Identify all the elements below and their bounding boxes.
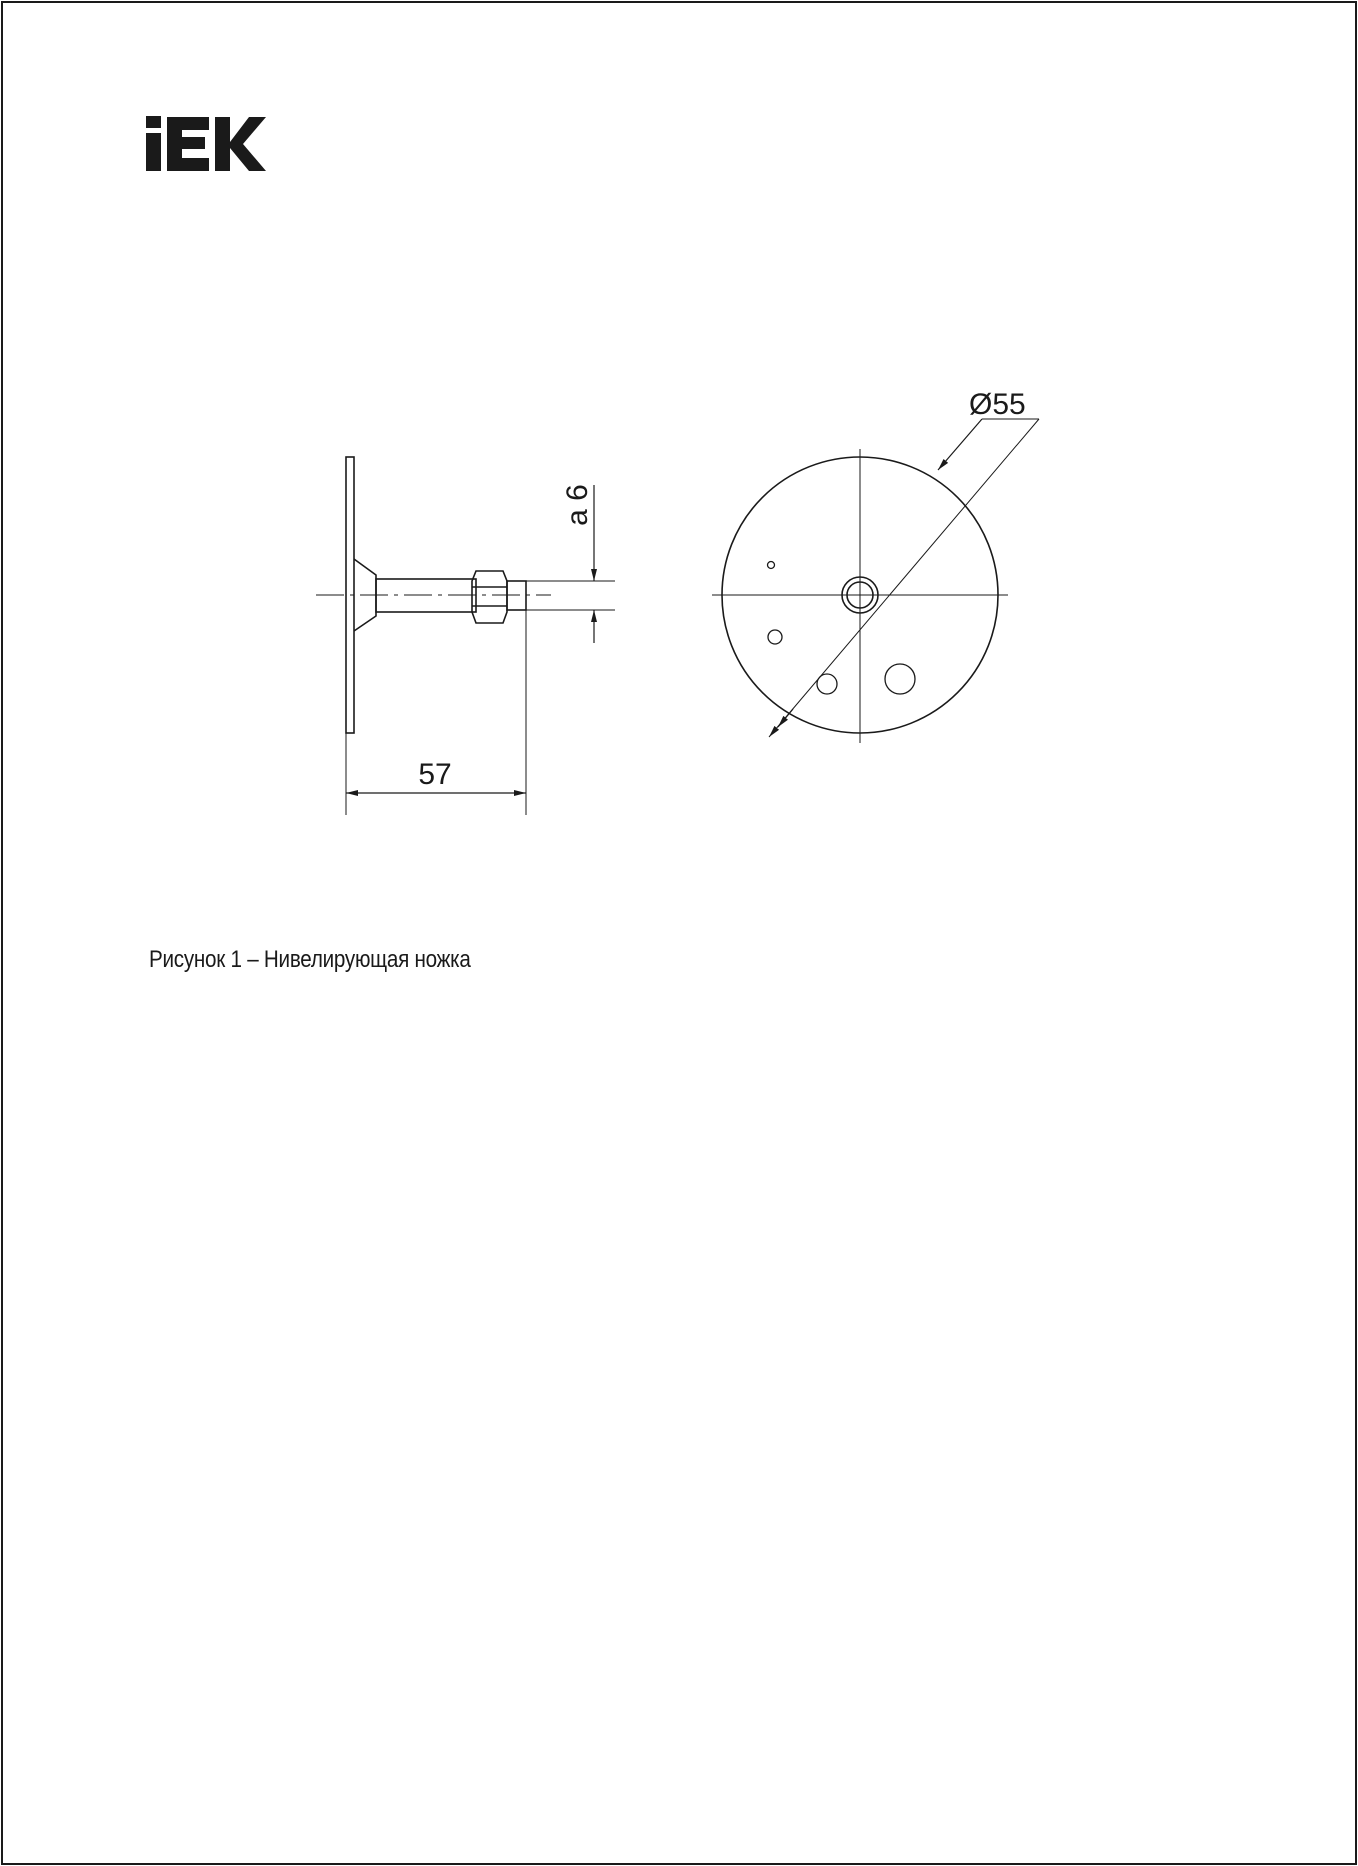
- dimension-length-label: 57: [418, 758, 452, 791]
- dimension-diameter-label: Ø55: [969, 388, 1026, 421]
- figure-caption: Рисунок 1 – Нивелирующая ножка: [149, 946, 471, 973]
- dimension-thread-label: a 6: [561, 484, 594, 526]
- technical-drawing: [3, 3, 1355, 1003]
- top-view: [712, 419, 1039, 743]
- document-page: [1, 1, 1357, 1865]
